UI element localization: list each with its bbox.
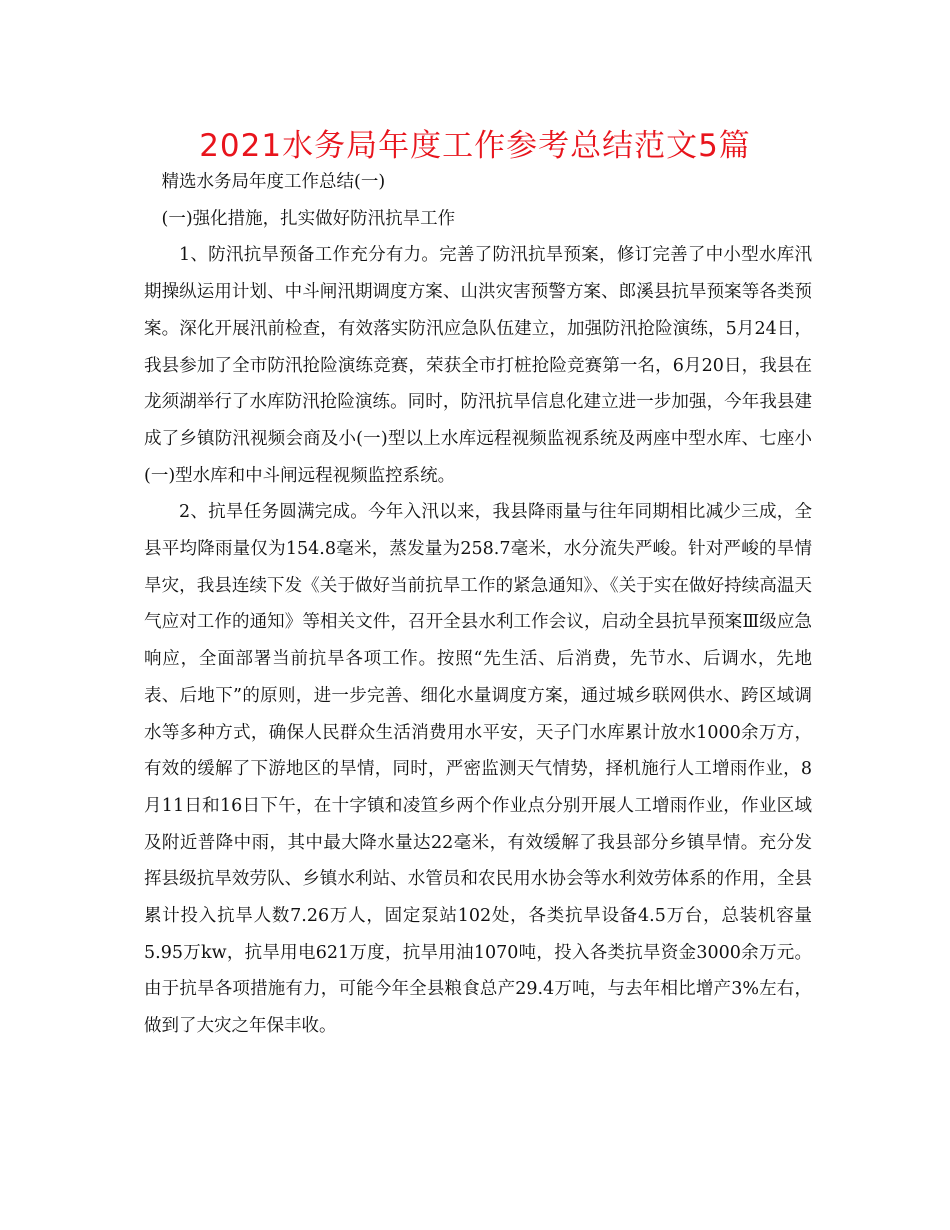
paragraph-2: 2、抗旱任务圆满完成。今年入汛以来，我县降雨量与往年同期相比减少三成，全县平均降雨量仅为154.8毫米，蒸发量为258.7毫米，水分流失严峻。针对严峻的旱情旱灾，我县连续下发《关于做好当前抗旱工作的紧急通知》、《关于实在做好持续高温天气应对工作的通知》等相关文件，召开全县水利工作会议，启动全县抗旱预案Ⅲ级应急响应，全面部署当前抗旱各项工作。按照“先生活、后消费，先节水、后调水，先地表、后地下”的原则，进一步完善、细化水量调度方案，通过城乡联网供水、跨区域调水等多种方式，确保人民群众生活消费用水平安，天子门水库累计放水1000余万方，有效的缓解了下游地区的旱情，同时，严密监测天气情势，择机施行人工增雨作业，8月11日和16日下午，在十字镇和凌笪乡两个作业点分别开展人工增雨作业，作业区域及附近普降中雨，其中最大降水量达22毫米，有效缓解了我县部分乡镇旱情。充分发挥县级抗旱效劳队、乡镇水利站、水管员和农民用水协会等水利效劳体系的作用，全县累计投入抗旱人数7.26万人，固定泵站102处，各类抗旱设备4.5万台，总装机容量5.95万kw，抗旱用电621万度，抗旱用油1070吨，投入各类抗旱资金3000余万元。由于抗旱各项措施有力，可能今年全县粮食总产29.4万吨，与去年相比增产3%左右，做到了大灾之年保丰收。 bbox=[144, 502, 812, 1037]
paragraph-1: 1、防汛抗旱预备工作充分有力。完善了防汛抗旱预案，修订完善了中小型水库汛期操纵运用计划、中斗闸汛期调度方案、山洪灾害预警方案、郎溪县抗旱预案等各类预案。深化开展汛前检查，有效落实防汛应急队伍建立，加强防汛抢险演练，5月24日，我县参加了全市防汛抢险演练竞赛，荣获全市打桩抢险竞赛第一名，6月20日，我县在龙须湖举行了水库防汛抢险演练。同时，防汛抗旱信息化建立进一步加强，今年我县建成了乡镇防汛视频会商及小(一)型以上水库远程视频监视系统及两座中型水库、七座小(一)型水库和中斗闸远程视频监控系统。 bbox=[144, 245, 812, 486]
section-heading: (一)强化措施，扎实做好防汛抗旱工作 bbox=[161, 208, 456, 229]
document-body bbox=[144, 164, 812, 1045]
document-subtitle: 精选水务局年度工作总结(一) bbox=[161, 172, 386, 192]
document-title: 2021水务局年度工作参考总结范文5篇 bbox=[199, 128, 751, 164]
